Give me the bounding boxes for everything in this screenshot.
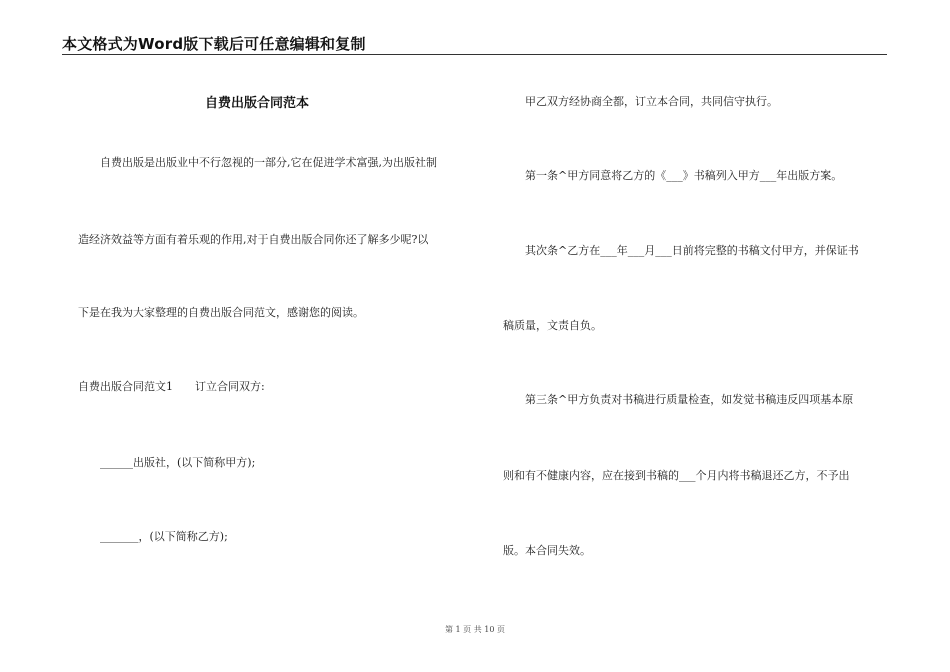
right-paragraph-line: 稿质量，文责自负。 <box>503 319 602 332</box>
right-paragraph-line: 其次条^乙方在___年___月___日前将完整的书稿文付甲方，并保证书 <box>525 244 859 257</box>
header-divider <box>62 54 887 55</box>
document-header-title: 本文格式为Word版下载后可任意编辑和复制 <box>62 35 366 53</box>
left-paragraph-line: 自费出版合同范文1 订立合同双方: <box>78 380 265 393</box>
left-paragraph-line: 下是在我为大家整理的自费出版合同范文，感谢您的阅读。 <box>78 306 364 319</box>
right-paragraph-line: 第一条^甲方同意将乙方的《___》书稿列入甲方___年出版方案。 <box>525 169 843 182</box>
left-paragraph-line: ______出版社，(以下简称甲方); <box>100 456 256 469</box>
left-paragraph-line: _______，(以下简称乙方); <box>100 530 228 543</box>
left-paragraph-line: 造经济效益等方面有着乐观的作用,对于自费出版合同你还了解多少呢?以 <box>78 233 429 246</box>
left-paragraph-line: 自费出版是出版业中不行忽视的一部分,它在促进学术富强,为出版社制 <box>100 156 437 169</box>
page-number-footer: 第 1 页 共 10 页 <box>445 625 505 634</box>
document-title: 自费出版合同范本 <box>205 96 310 111</box>
right-paragraph-line: 版。本合同失效。 <box>503 544 591 557</box>
right-paragraph-line: 第三条^甲方负责对书稿进行质量检查，如发觉书稿违反四项基本原 <box>525 393 854 406</box>
right-paragraph-line: 甲乙双方经协商全都，订立本合同，共同信守执行。 <box>525 95 778 108</box>
right-paragraph-line: 则和有不健康内容，应在接到书稿的___个月内将书稿退还乙方，不予出 <box>503 469 850 482</box>
